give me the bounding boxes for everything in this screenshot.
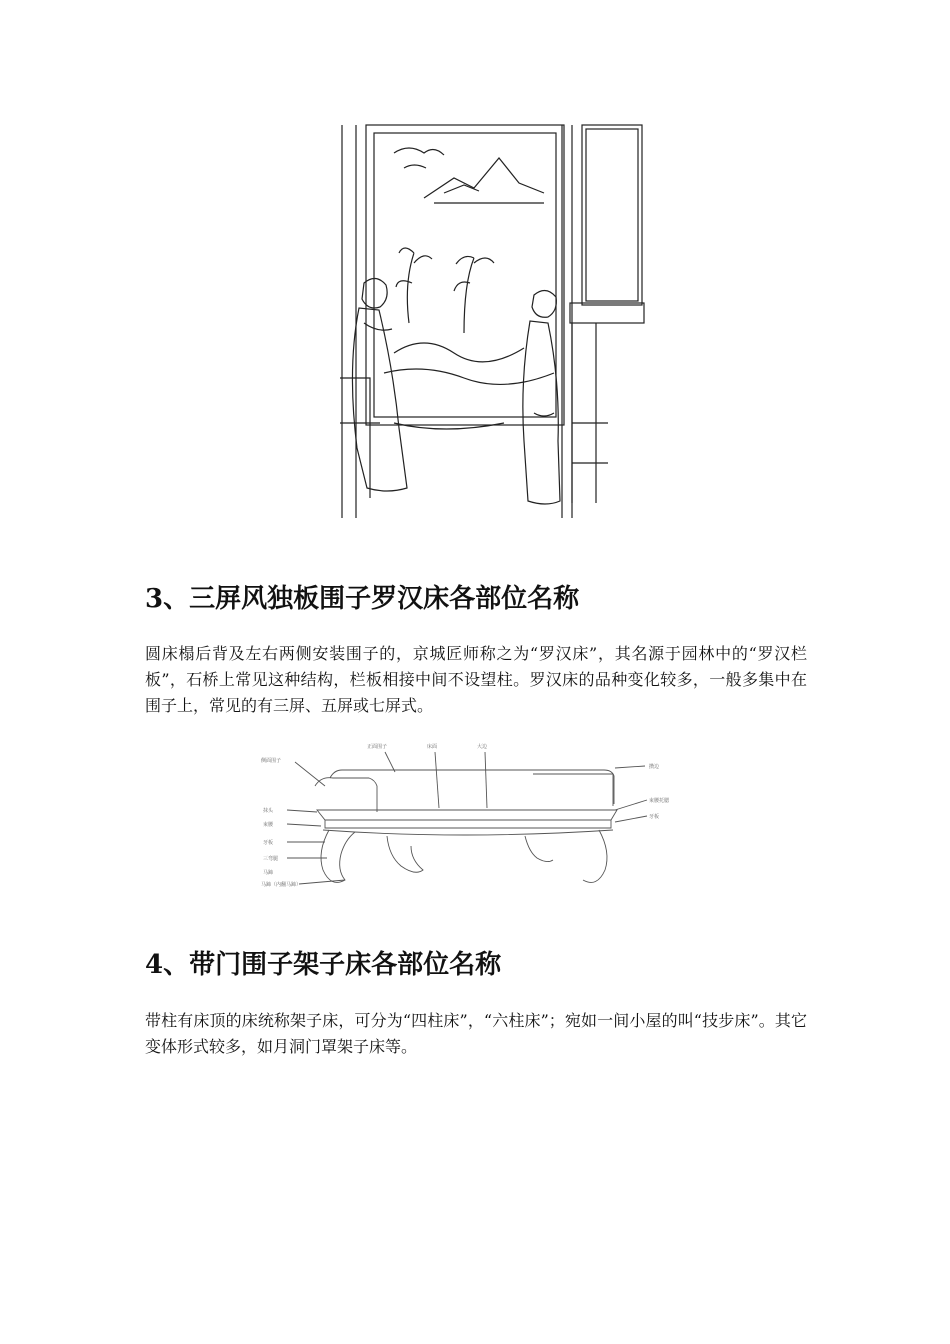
label-bottom: 马蹄（内翻马蹄） — [261, 882, 302, 888]
label-right-2: 束腰托腮 — [649, 798, 670, 804]
section-4-heading: 4、带门围子架子床各部位名称 — [145, 950, 502, 980]
label-left-5: 马蹄 — [263, 870, 274, 876]
woodblock-illustration — [334, 123, 646, 518]
label-back-rail: 正面围子 — [367, 744, 388, 750]
label-left-2: 束腰 — [263, 822, 274, 828]
label-left-1: 抹头 — [263, 808, 274, 814]
label-left-4: 三弯腿 — [263, 856, 279, 862]
label-right-1: 攒边 — [649, 764, 660, 770]
section-3-heading: 3、三屏风独板围子罗汉床各部位名称 — [145, 584, 580, 614]
label-side-rail: 侧面围子 — [261, 758, 282, 764]
label-mat: 大边 — [477, 744, 488, 750]
section-4-paragraph: 带柱有床顶的床统称架子床，可分为“四柱床”，“六柱床”；宛如一间小屋的叫“技步床”。其它变体形式较多，如月洞门罩架子床等。 — [145, 1011, 807, 1056]
label-seat: 床面 — [427, 744, 438, 750]
luohan-bed-diagram — [255, 738, 679, 890]
section-3-paragraph: 圆床榻后背及左右两侧安装围子的，京城匠师称之为“罗汉床”，其名源于园林中的“罗汉栏板”，石桥上常见这种结构，栏板相接中间不设望柱。罗汉床的品种变化较多，一般多集中在围子上，常见的有三屏、五屏或七屏式。 — [145, 644, 807, 715]
label-right-3: 牙板 — [649, 814, 660, 820]
label-left-3: 牙板 — [263, 840, 274, 846]
